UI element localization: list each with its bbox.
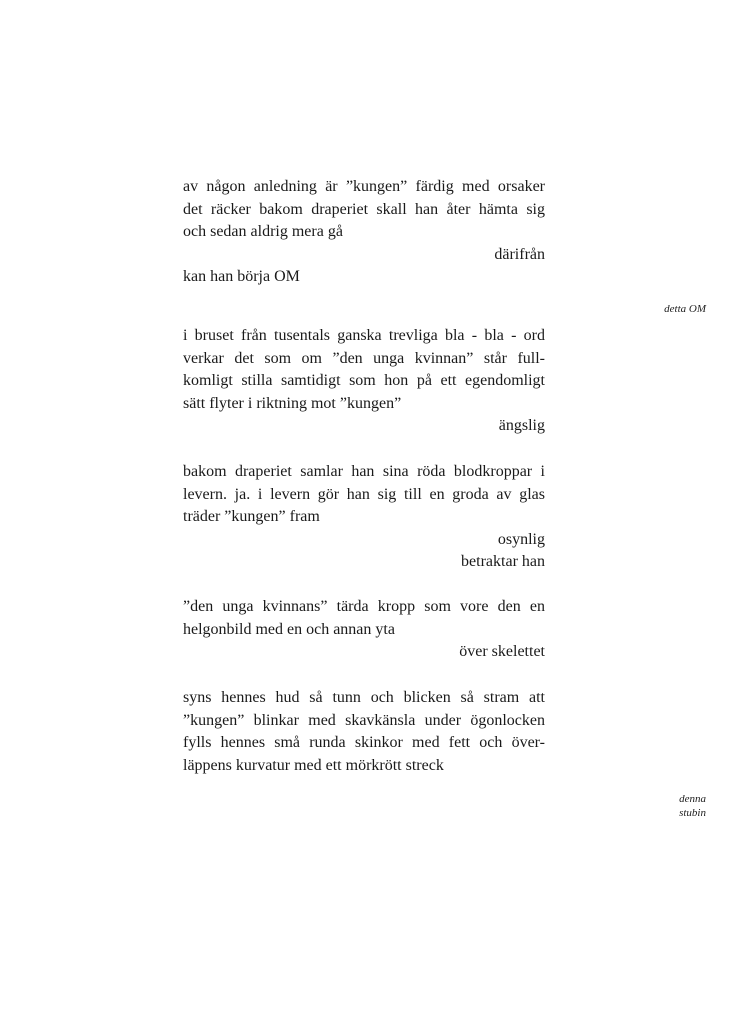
poem-line: träder ”kungen” fram bbox=[183, 508, 320, 525]
poem-line: helgonbild med en och annan yta bbox=[183, 620, 395, 638]
poem-line: syns hennes hud så tunn och blicken så stram att bbox=[183, 689, 545, 706]
poem-line: ”kungen” blinkar med skavkänsla under ögonlocken bbox=[183, 711, 545, 729]
poem-line: läppens kurvatur med ett mörkrött streck bbox=[183, 756, 444, 774]
poem-line: i bruset från tusentals ganska trevliga bla - bla - ord bbox=[183, 327, 545, 344]
poem-line-indented: osynlig bbox=[497, 530, 545, 548]
stanza-3 bbox=[183, 461, 545, 574]
poem-line: ”den unga kvinnans” tärda kropp som vore den en bbox=[183, 598, 545, 615]
margin-note-text: denna bbox=[679, 793, 706, 805]
margin-note-text: detta OM bbox=[664, 303, 706, 315]
poem-line: sätt flyter i riktning mot ”kungen” bbox=[183, 394, 402, 412]
poem-line: fylls hennes små runda skinkor med fett och över- bbox=[183, 734, 545, 751]
poem-line: och sedan aldrig mera gå bbox=[183, 223, 343, 240]
poem-line-indented: över skelettet bbox=[459, 643, 545, 660]
poem-line: verkar det som om ”den unga kvinnan” står full- bbox=[183, 349, 545, 367]
poem-line: det räcker bakom draperiet skall han åter hämta sig bbox=[183, 200, 545, 218]
stanza-4 bbox=[183, 596, 545, 664]
poem-line: kan han börja OM bbox=[183, 268, 300, 285]
poem-line-indented: betraktar han bbox=[461, 553, 545, 570]
poem-line-indented: ängslig bbox=[498, 417, 545, 434]
margin-note-text: stubin bbox=[679, 807, 706, 819]
margin-note-denna-stubin bbox=[679, 792, 706, 820]
poem-line: levern. ja. i levern gör han sig till en groda av glas bbox=[183, 485, 545, 503]
poem-line-indented: därifrån bbox=[494, 245, 545, 263]
stanza-5 bbox=[183, 687, 545, 777]
poem-line: av någon anledning är ”kungen” färdig med orsaker bbox=[183, 178, 545, 195]
poem-line: bakom draperiet samlar han sina röda blodkroppar i bbox=[183, 463, 545, 480]
stanza-2 bbox=[183, 325, 545, 438]
poem-line: komligt stilla samtidigt som hon på ett egendomligt bbox=[183, 372, 545, 389]
stanza-1 bbox=[183, 176, 545, 289]
margin-note-detta-om bbox=[664, 302, 706, 316]
